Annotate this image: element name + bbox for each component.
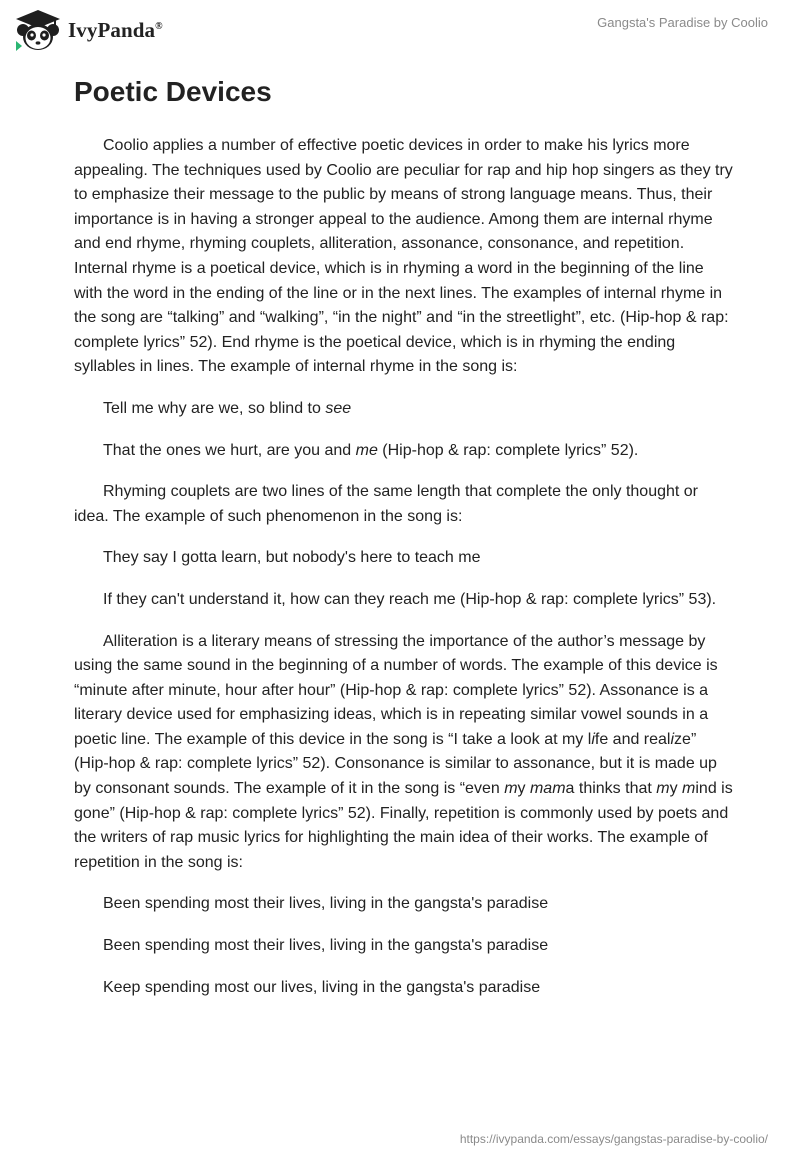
text-run: That the ones we hurt, are you and [103,441,356,459]
text-run: If they can't understand it, how can they reach me (Hip-hop & rap: complete lyrics” 53). [103,590,717,608]
text-run: Been spending most their lives, living in the gangsta's paradise [103,937,549,955]
text-run: y [517,780,530,798]
text-run: ze” (Hip-hop & rap: complete lyrics” 52). Consonance is similar to assonance, but it is made up by consonant sounds. The example of it in the song is “even [74,730,717,798]
running-title: Gangsta's Paradise by Coolio [597,15,768,30]
source-url[interactable]: https://ivypanda.com/essays/gangstas-paradise-by-coolio/ [459,1132,768,1146]
paragraph [74,630,734,876]
paragraph [74,397,734,422]
paragraph [74,934,734,959]
article-body [74,76,734,1017]
italic-run: i [591,730,595,748]
text-run: Coolio applies a number of effective poetic devices in order to make his lyrics more appealing. The techniques used by Coolio are peculiar for rap and hip hop singers as they try to emphasize their message to the public by means of strong language means. Thus, their importance is in having a stronger appeal to the audience. Among them are internal rhyme and end rhyme, rhyming couplets, alliteration, assonance, consonance, and repetition. Internal rhyme is a poetical device, which is in rhyming a word in the beginning of the line with the word in the ending of the line or in the next lines. The examples of internal rhyme in the song are “talking” and “walking”, “in the night” and “in the streetlight”, etc. (Hip-hop & rap: complete lyrics” 52). End rhyme is the poetical device, which is in rhyming the ending syllables in lines. The example of internal rhyme in the song is: [74,137,733,376]
text-run: Been spending most their lives, living in the gangsta's paradise [103,895,549,913]
text-run: Keep spending most our lives, living in the gangsta's paradise [103,978,541,996]
text-run: Rhyming couplets are two lines of the same length that complete the only thought or idea. The example of such phenomenon in the song is: [74,483,699,525]
text-run: fe and real [594,730,671,748]
page-header [0,0,800,60]
italic-run: i [670,730,675,748]
paragraph-list [74,134,734,1000]
text-run: Alliteration is a literary means of stressing the importance of the author’s message by using the same sound in the beginning of a number of words. The example of this device is “minute after minute, hour after hour” (Hip-hop & rap: complete lyrics” 52). Assonance is a literary device used for emphasizing ideas, which is in repeating similar vowel sounds in a poetic line. The example of this device in the song is “I take a look at my l [74,632,718,748]
panda-logo-icon [14,8,62,52]
text-run: Tell me why are we, so blind to [103,399,326,417]
italic-run: m [504,780,518,798]
text-run: (Hip-hop & rap: complete lyrics” 52). [377,441,639,459]
italic-run: m [656,780,670,798]
paragraph [74,546,734,571]
paragraph [74,439,734,464]
italic-run: see [325,399,352,417]
paragraph [74,976,734,1001]
paragraph [74,134,734,380]
italic-run: mam [529,780,566,798]
text-run: y [669,780,683,798]
italic-run: m [682,780,696,798]
italic-run: me [355,441,378,459]
paragraph [74,480,734,529]
text-run: ind is gone” (Hip-hop & rap: complete lyrics” 52). Finally, repetition is commonly used by poets and the writers of rap music lyrics for highlighting the main idea of their works. The example of repetition in the song is: [74,780,733,871]
text-run: They say I gotta learn, but nobody's here to teach me [103,549,481,567]
logo-wordmark: IvyPanda® [68,17,163,42]
paragraph [74,892,734,917]
section-heading: Poetic Devices [74,76,272,107]
paragraph [74,588,734,613]
text-run: a thinks that [565,780,657,798]
site-logo[interactable] [14,8,163,52]
